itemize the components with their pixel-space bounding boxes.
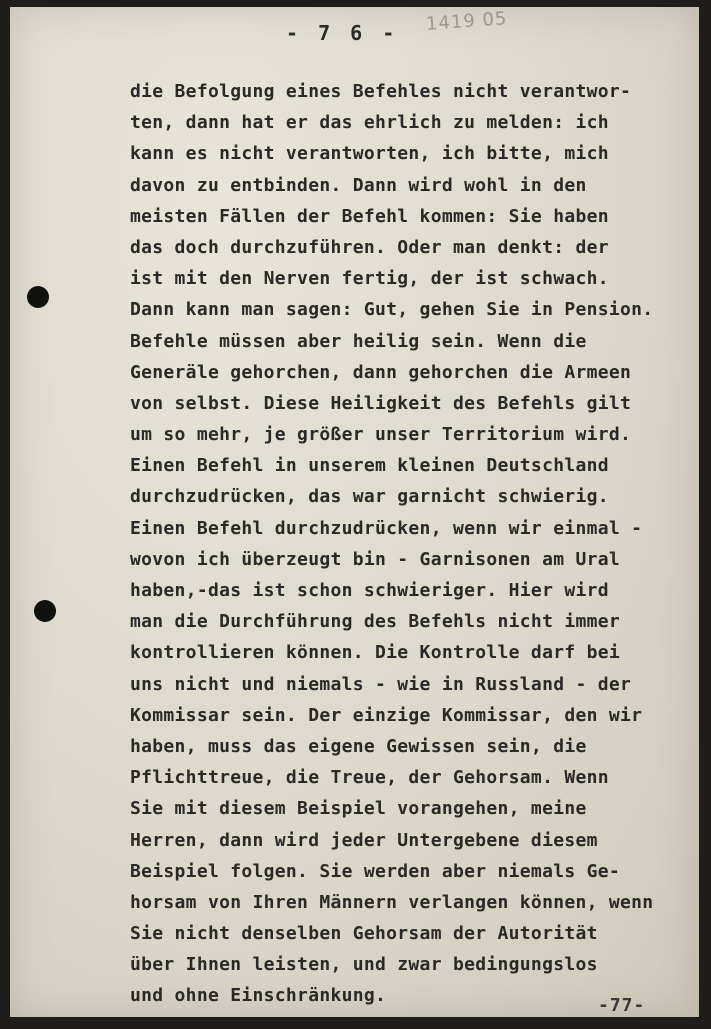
text-line: davon zu entbinden. Dann wird wohl in den (130, 174, 587, 196)
body-text (130, 76, 690, 1012)
text-line: Generäle gehorchen, dann gehorchen die Armeen (130, 361, 632, 383)
text-line: das doch durchzuführen. Oder man denkt: der (130, 236, 609, 258)
text-line: uns nicht und niemals - wie in Russland - der (130, 673, 632, 695)
text-line: um so mehr, je größer unser Territorium wird. (130, 424, 632, 446)
text-line: Sie nicht denselben Gehorsam der Autorität (130, 923, 598, 945)
text-line: man die Durchführung des Befehls nicht immer (130, 611, 621, 633)
text-line: haben, muss das eigene Gewissen sein, die (130, 735, 587, 757)
page-number: - 7 6 - (286, 21, 399, 45)
punch-hole-icon (34, 600, 56, 622)
text-line: kann es nicht verantworten, ich bitte, mich (130, 143, 609, 165)
text-line: Pflichttreue, die Treue, der Gehorsam. Wenn (130, 767, 609, 789)
text-line: wovon ich überzeugt bin - Garnisonen am Ural (130, 548, 621, 570)
text-line: meisten Fällen der Befehl kommen: Sie haben (130, 205, 609, 227)
next-page-marker: -77- (598, 995, 646, 1016)
text-line: und ohne Einschränkung. (130, 985, 387, 1007)
text-line: Beispiel folgen. Sie werden aber niemals Ge- (130, 860, 621, 882)
text-line: Einen Befehl in unserem kleinen Deutschland (130, 455, 609, 477)
text-line: ist mit den Nerven fertig, der ist schwach. (130, 268, 609, 290)
punch-hole-icon (27, 286, 49, 308)
text-line: horsam von Ihren Männern verlangen können, wenn (130, 891, 654, 913)
text-line: über Ihnen leisten, und zwar bedingungslos (130, 954, 598, 976)
text-line: Einen Befehl durchzudrücken, wenn wir einmal - (130, 517, 643, 539)
text-line: Sie mit diesem Beispiel vorangehen, meine (130, 798, 587, 820)
text-line: haben,-das ist schon schwieriger. Hier wird (130, 580, 609, 601)
text-line: kontrollieren können. Die Kontrolle darf bei (130, 642, 621, 664)
text-line: Dann kann man sagen: Gut, gehen Sie in Pension. (130, 299, 654, 321)
text-line: Herren, dann wird jeder Untergebene diesem (130, 829, 598, 851)
text-line: durchzudrücken, das war garnicht schwierig. (130, 486, 609, 508)
document-page (10, 7, 699, 1017)
text-line: die Befolgung eines Befehles nicht verantwor- (130, 81, 632, 102)
text-line: von selbst. Diese Heiligkeit des Befehls gilt (130, 392, 632, 414)
text-line: Befehle müssen aber heilig sein. Wenn die (130, 330, 587, 352)
archive-mark: 1419 05 (425, 8, 509, 35)
text-line: Kommissar sein. Der einzige Kommissar, den wir (130, 704, 643, 726)
text-line: ten, dann hat er das ehrlich zu melden: ich (130, 112, 609, 134)
